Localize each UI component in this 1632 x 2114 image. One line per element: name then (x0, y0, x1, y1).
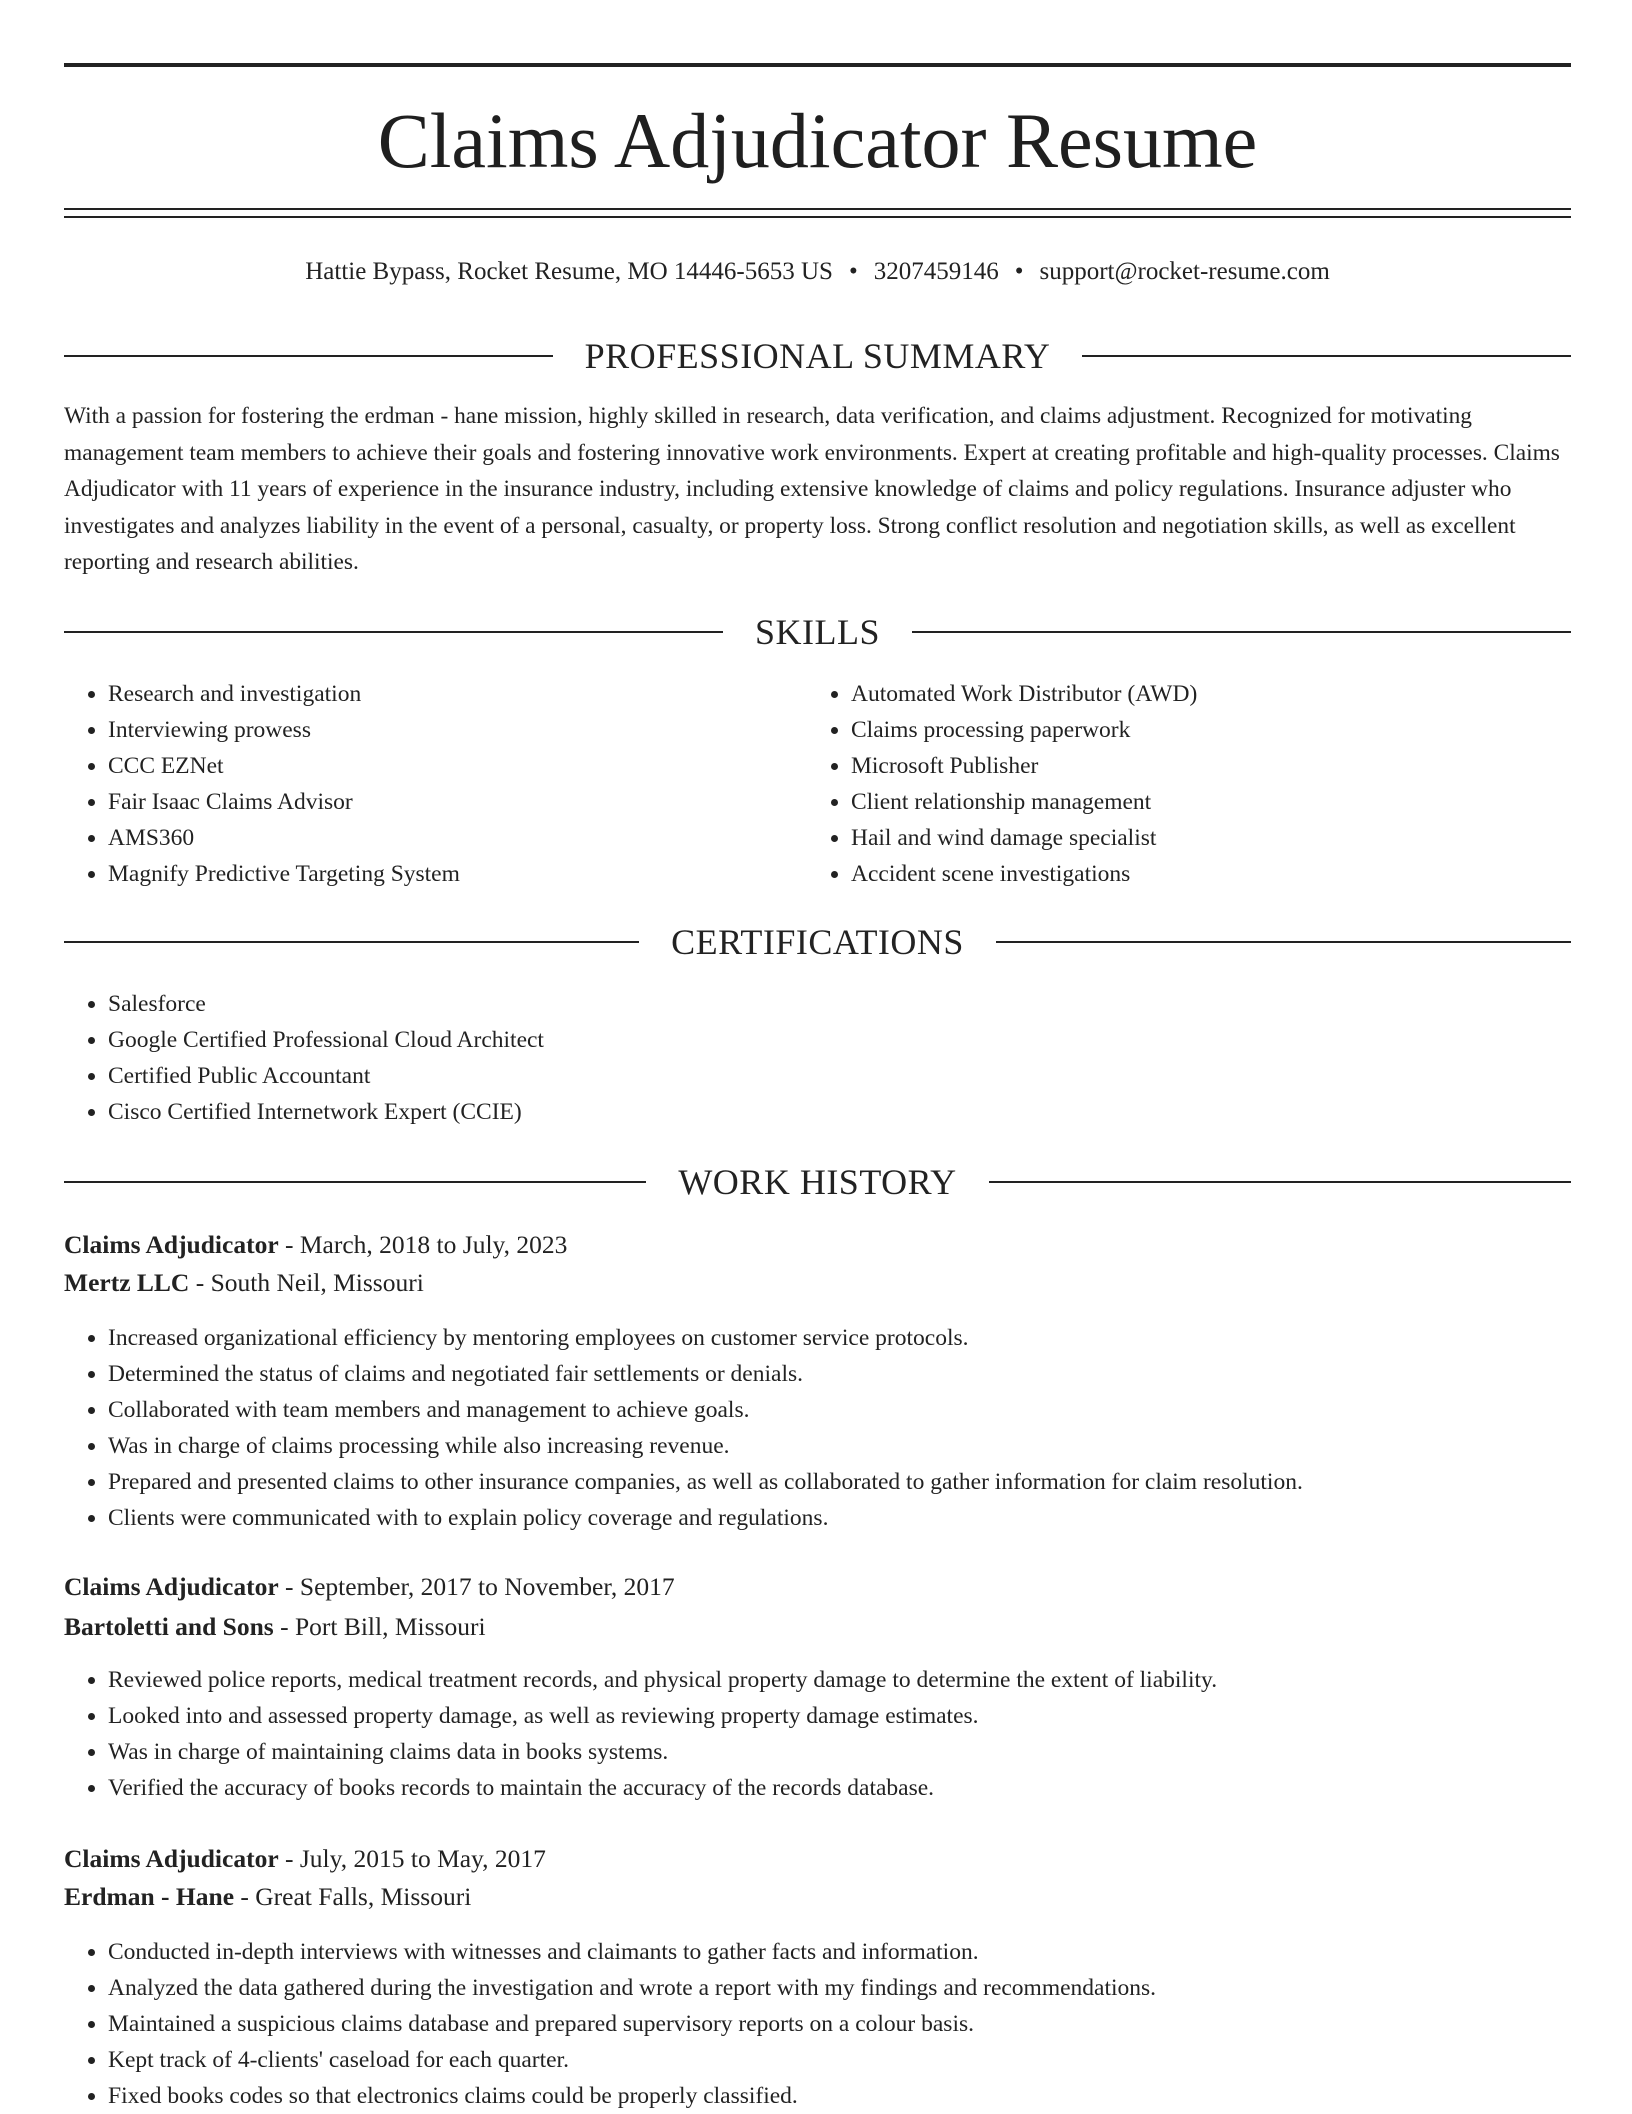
job-bullet: • Was in charge of maintaining claims data in books systems. (108, 1734, 1608, 1770)
job-bullets (64, 1320, 1608, 1536)
job-bullet: • Maintained a suspicious claims database and prepared supervisory reports on a colour basis. (108, 2006, 1608, 2042)
contact-email: support@rocket-resume.com (1039, 258, 1330, 285)
heading-rule (64, 941, 639, 943)
job-bullet: • Verified the accuracy of books records to maintain the accuracy of the records database. (108, 1770, 1608, 1806)
contact-separator: • (1014, 258, 1024, 285)
job-company: Mertz LLC (64, 1268, 190, 1297)
skill-item: • Accident scene investigations (851, 856, 1611, 892)
certification-item: • Cisco Certified Internetwork Expert (CCIE) (108, 1094, 1508, 1130)
skill-item: • Interviewing prowess (108, 712, 808, 748)
skill-item: • Claims processing paperwork (851, 712, 1611, 748)
page-title: Claims Adjudicator Resume (377, 97, 1258, 184)
section-heading-certifications (64, 920, 1571, 964)
section-title: PROFESSIONAL SUMMARY (584, 336, 1051, 376)
heading-rule (1082, 355, 1571, 357)
section-heading-summary (64, 334, 1571, 378)
job-dates: - March, 2018 to July, 2023 (278, 1230, 568, 1259)
heading-rule (912, 631, 1571, 633)
section-title: WORK HISTORY (678, 1162, 957, 1202)
job-bullet: • Was in charge of claims processing while also increasing revenue. (108, 1428, 1608, 1464)
skill-item: • Automated Work Distributor (AWD) (851, 676, 1611, 712)
job-bullet: • Collaborated with team members and management to achieve goals. (108, 1392, 1608, 1428)
job-bullet: • Determined the status of claims and negotiated fair settlements or denials. (108, 1356, 1608, 1392)
section-title: SKILLS (755, 612, 881, 652)
job-bullet: • Conducted in-depth interviews with witnesses and claimants to gather facts and information. (108, 1934, 1608, 1970)
certification-item: • Google Certified Professional Cloud Architect (108, 1022, 1508, 1058)
job-bullet: • Increased organizational efficiency by mentoring employees on customer service protocols. (108, 1320, 1608, 1356)
job-company-line (64, 1264, 424, 1302)
job-dates: - July, 2015 to May, 2017 (278, 1844, 546, 1873)
heading-rule (64, 631, 723, 633)
job-bullet: • Reviewed police reports, medical treatment records, and physical property damage to determine the extent of liability. (108, 1662, 1608, 1698)
section-heading-skills (64, 610, 1571, 654)
skill-item: • Fair Isaac Claims Advisor (108, 784, 808, 820)
certification-item: • Certified Public Accountant (108, 1058, 1508, 1094)
job-company: Erdman - Hane (64, 1882, 235, 1911)
job-location: - Port Bill, Missouri (273, 1612, 486, 1641)
job-title: Claims Adjudicator (64, 1844, 279, 1873)
job-company-line (64, 1608, 486, 1646)
job-bullet: • Kept track of 4-clients' caseload for each quarter. (108, 2042, 1608, 2078)
header-rule-lower (64, 216, 1571, 218)
job-company-line (64, 1878, 471, 1916)
job-bullets (64, 1662, 1608, 1806)
skill-item: • Client relationship management (851, 784, 1611, 820)
job-title-line (64, 1840, 546, 1878)
job-location: - South Neil, Missouri (189, 1268, 424, 1297)
heading-rule (64, 355, 553, 357)
heading-rule (989, 1181, 1571, 1183)
header-rule-upper (64, 208, 1571, 210)
skills-list-right (807, 676, 1611, 892)
job-bullet: • Looked into and assessed property damage, as well as reviewing property damage estimates. (108, 1698, 1608, 1734)
job-bullet: • Fixed books codes so that electronics claims could be properly classified. (108, 2078, 1608, 2114)
skill-item: • Hail and wind damage specialist (851, 820, 1611, 856)
certifications-list (64, 986, 1508, 1130)
contact-line (64, 254, 1571, 290)
job-location: - Great Falls, Missouri (234, 1882, 472, 1911)
job-bullet: • Analyzed the data gathered during the investigation and wrote a report with my findings and recommendations. (108, 1970, 1608, 2006)
contact-address: Hattie Bypass, Rocket Resume, MO 14446-5653 US (305, 258, 833, 285)
contact-phone: 3207459146 (873, 258, 999, 285)
job-bullets (64, 1934, 1608, 2114)
certification-item: • Salesforce (108, 986, 1508, 1022)
section-title: CERTIFICATIONS (671, 922, 964, 962)
job-bullet: • Clients were communicated with to explain policy coverage and regulations. (108, 1500, 1608, 1536)
skill-item: • Magnify Predictive Targeting System (108, 856, 808, 892)
section-heading-work-history (64, 1160, 1571, 1204)
job-dates: - September, 2017 to November, 2017 (278, 1572, 675, 1601)
job-title-line (64, 1568, 675, 1606)
skill-item: • Microsoft Publisher (851, 748, 1611, 784)
job-title: Claims Adjudicator (64, 1572, 279, 1601)
contact-separator: • (848, 258, 858, 285)
job-title-line (64, 1226, 567, 1264)
skills-list-left (64, 676, 808, 892)
header-top-rule (64, 63, 1571, 67)
heading-rule (64, 1181, 646, 1183)
job-company: Bartoletti and Sons (64, 1612, 274, 1641)
skill-item: • Research and investigation (108, 676, 808, 712)
job-title: Claims Adjudicator (64, 1230, 279, 1259)
skill-item: • AMS360 (108, 820, 808, 856)
summary-text: With a passion for fostering the erdman - hane mission, highly skilled in research, data verification, and claims adjustment. Recognized for motivating management team members to achieve their goals and fostering innovative work environments. Expert at creating profitable and high-quality processes. Claims Adjudicator with 11 years of experience in the insurance industry, including extensive knowledge of claims and policy regulations. Insurance adjuster who investigates and analyzes liability in the event of a personal, casualty, or property loss. Strong conflict resolution and negotiation skills, as well as excellent reporting and research abilities. (64, 403, 1560, 576)
job-bullet: • Prepared and presented claims to other insurance companies, as well as collaborated to gather information for claim resolution. (108, 1464, 1608, 1500)
heading-rule (996, 941, 1571, 943)
skill-item: • CCC EZNet (108, 748, 808, 784)
